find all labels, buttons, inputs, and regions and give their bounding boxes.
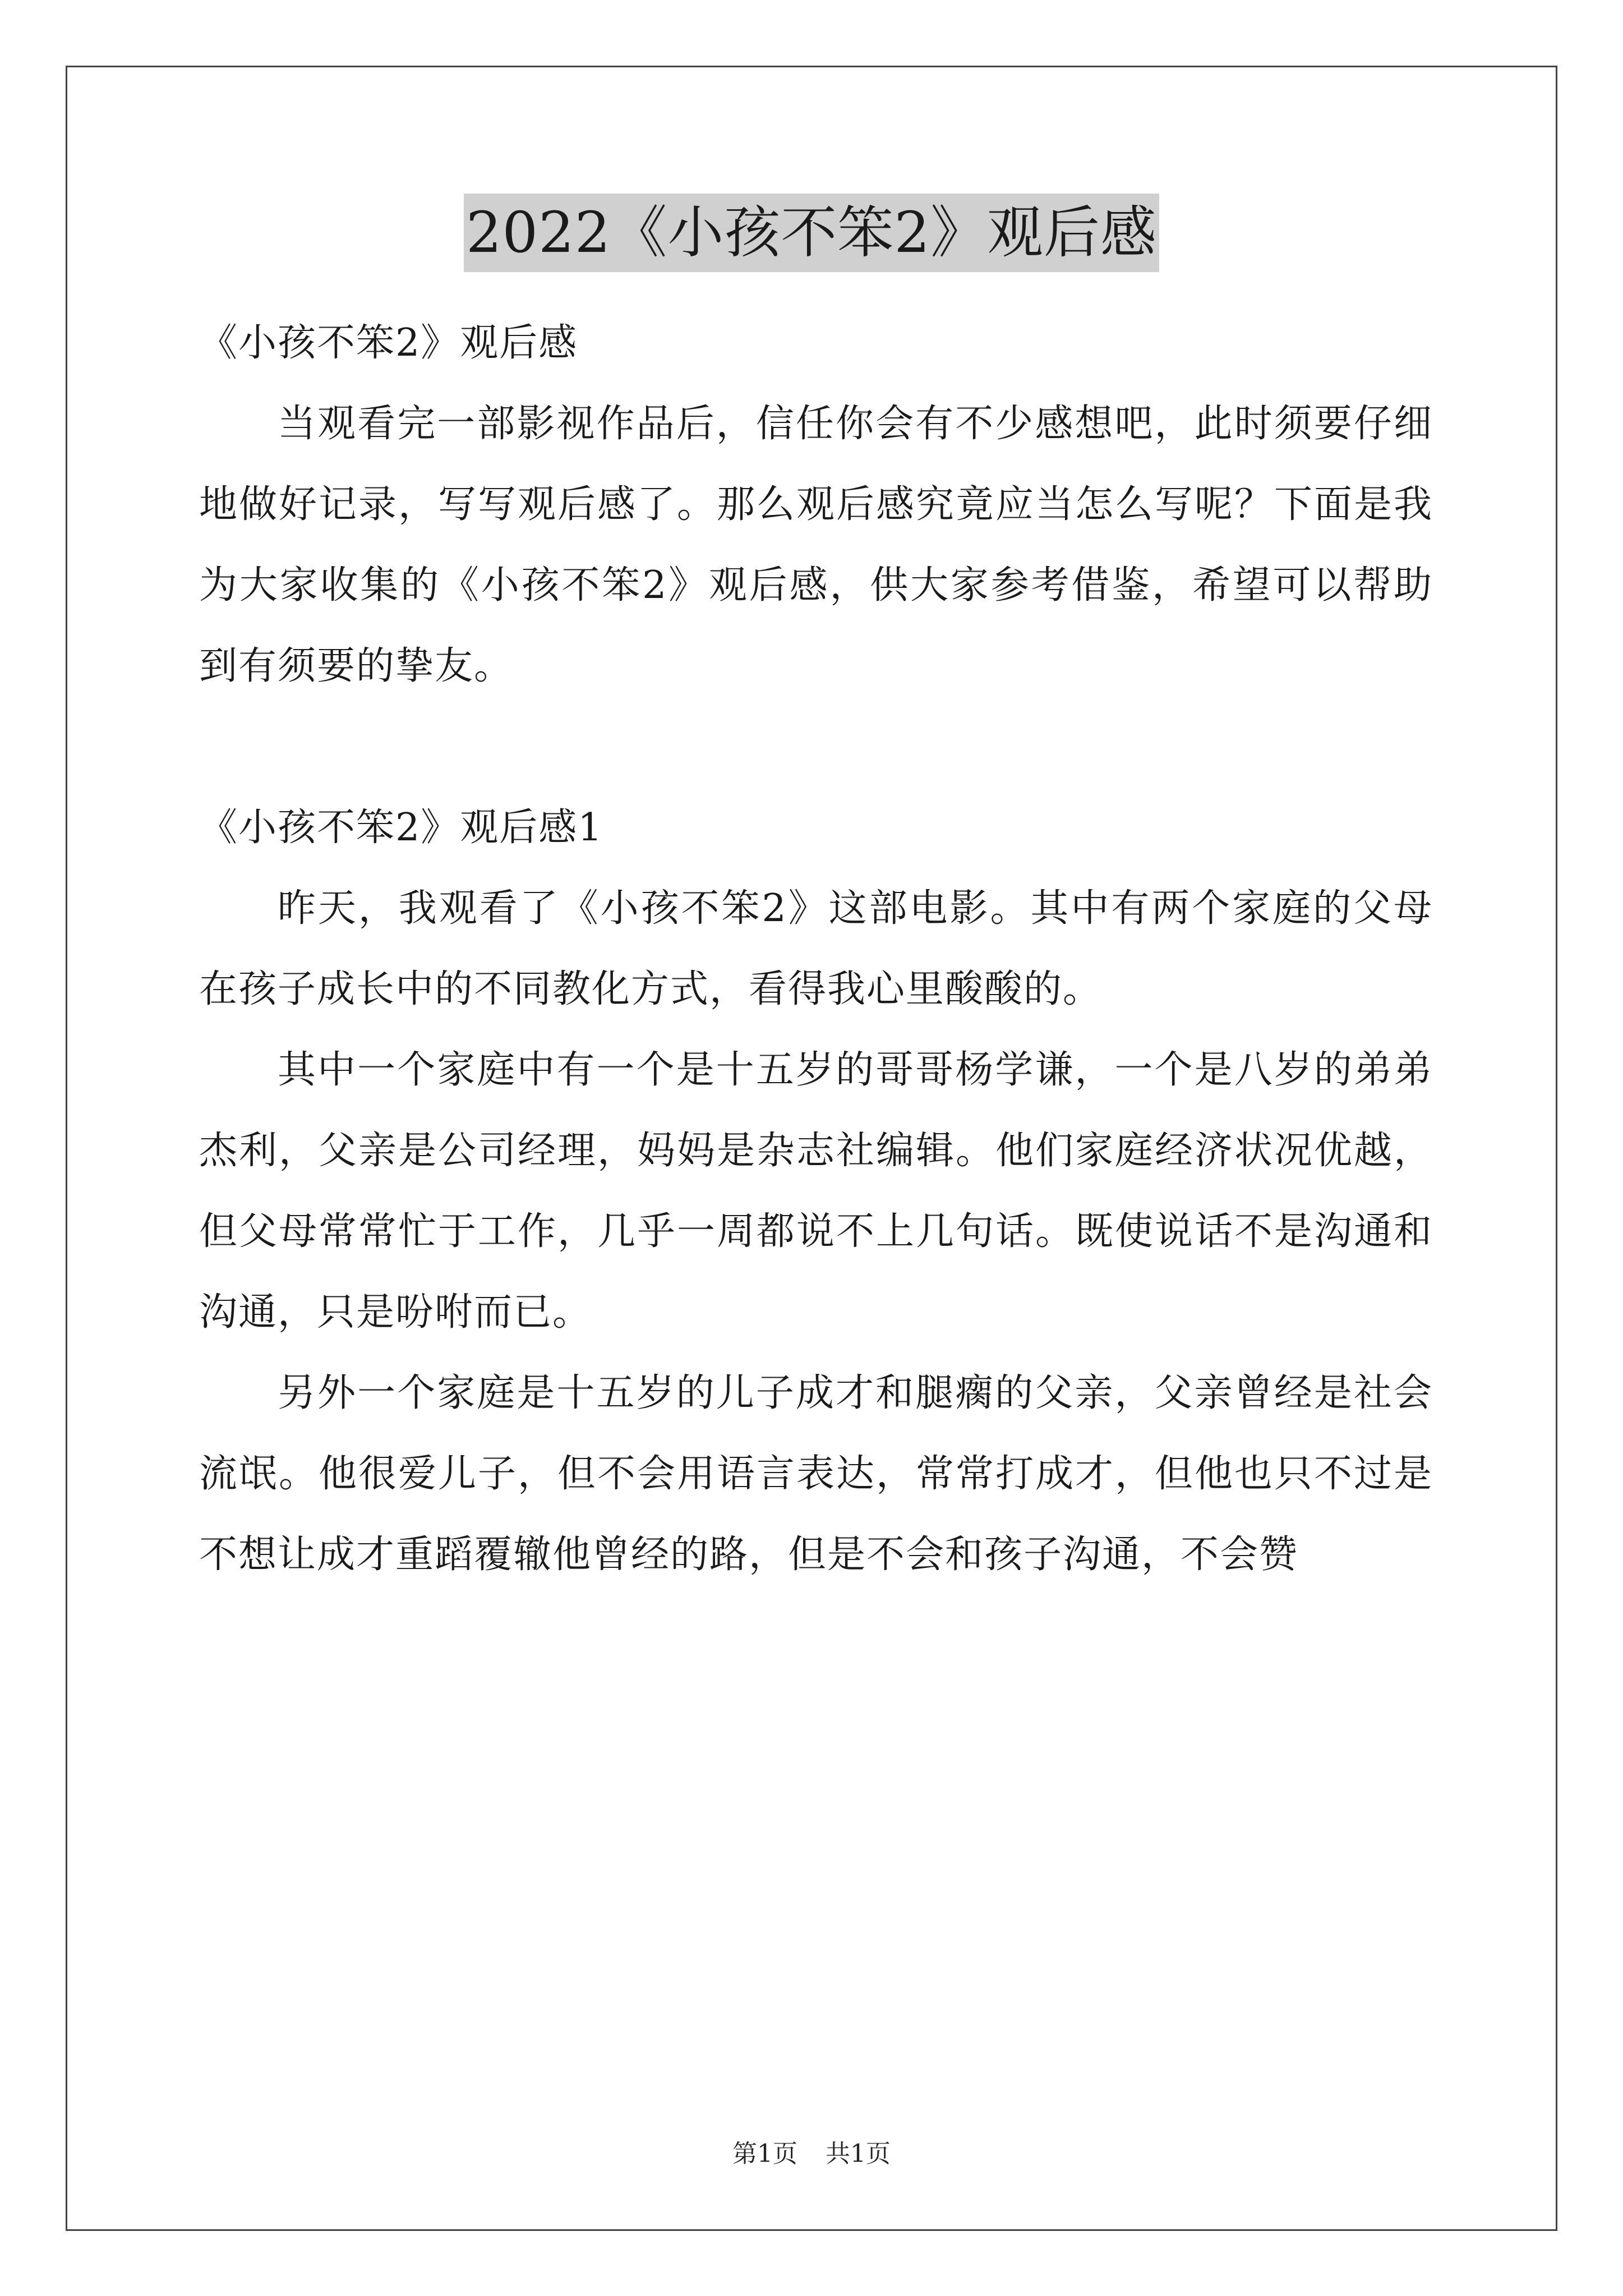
intro-heading: 《小孩不笨2》观后感 [199, 321, 578, 365]
section-spacer [199, 707, 1433, 788]
document-body [199, 303, 1433, 1595]
page-number: 第1页 [732, 2139, 797, 2168]
body-paragraph-2: 其中一个家庭中有一个是十五岁的哥哥杨学谦，一个是八岁的弟弟杰利，父亲是公司经理，妈妈是杂志社编辑。他们家庭经济状况优越，但父母常常忙于工作，几乎一周都说不上几句话。既使说话不是沟通和沟通，只是吩咐而已。 [199, 1048, 1433, 1335]
body-paragraph-3: 另外一个家庭是十五岁的儿子成才和腿瘸的父亲，父亲曾经是社会流氓。他很爱儿子，但不会用语言表达，常常打成才，但他也只不过是不想让成才重蹈覆辙他曾经的路，但是不会和孩子沟通，不会赞 [199, 1371, 1433, 1577]
section-heading: 《小孩不笨2》观后感1 [199, 806, 603, 850]
title-container [0, 194, 1623, 272]
page-footer [0, 2137, 1623, 2171]
intro-paragraph: 当观看完一部影视作品后，信任你会有不少感想吧，此时须要仔细地做好记录，写写观后感了。那么观后感究竟应当怎么写呢？下面是我为大家收集的《小孩不笨2》观后感，供大家参考借鉴，希望可以帮助到有须要的挚友。 [199, 402, 1433, 688]
page-total: 共1页 [826, 2139, 891, 2168]
document-title: 2022《小孩不笨2》观后感 [464, 194, 1159, 272]
body-paragraph-1: 昨天，我观看了《小孩不笨2》这部电影。其中有两个家庭的父母在孩子成长中的不同教化方式，看得我心里酸酸的。 [199, 886, 1433, 1011]
